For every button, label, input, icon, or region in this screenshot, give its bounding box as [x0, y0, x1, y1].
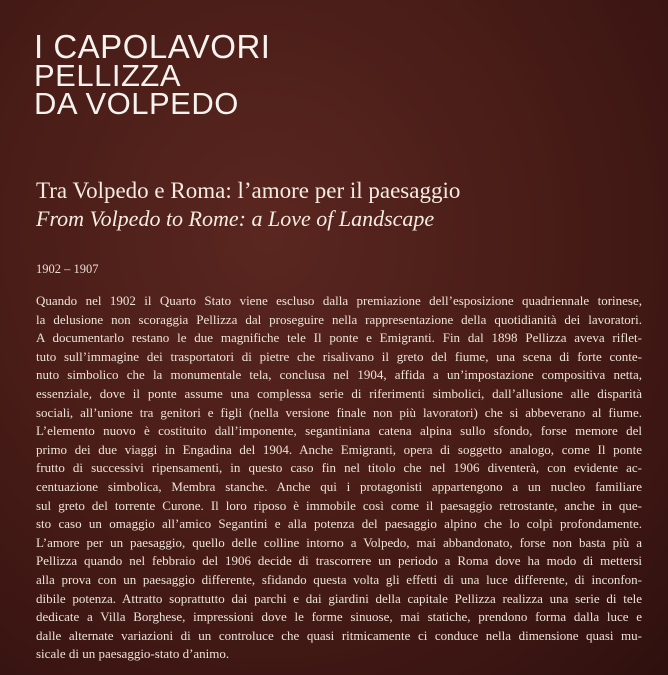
body-line: centuazione simbolica, Membra stanche. Anche qui i protagonisti appartengono a un nucleo familiare [36, 478, 642, 494]
body-line: L’amore per un paesaggio, quello delle colline intorno a Volpedo, mai abbandonato, forse non basta più a [36, 534, 642, 550]
body-line: sul greto del torrente Curone. Il loro riposo è immobile così come il paesaggio retrostante, anche in que- [36, 497, 642, 513]
series-title-line-2: PELLIZZA [34, 58, 181, 93]
body-line: Pellizza quando nel febbraio del 1906 decide di trascorrere un periodo a Roma dove ha modo di mettersi [36, 553, 642, 569]
heading-italian: Tra Volpedo e Roma: l’amore per il paesaggio [36, 178, 461, 203]
heading-english: From Volpedo to Rome: a Love of Landscape [36, 206, 435, 231]
series-title [34, 30, 270, 119]
body-line: la delusione non scoraggia Pellizza dal proseguire nella rappresentazione della quotidianità dei lavoratori. [36, 311, 642, 327]
body-line: primo dei due viaggi in Engadina del 1904. Anche Emigranti, opera di soggetto analogo, come Il ponte [36, 441, 642, 457]
body-line: A documentarlo restano le due magnifiche tele Il ponte e Emigranti. Fin dal 1898 Pellizza aveva riflet- [36, 330, 642, 346]
series-title-line-1: I CAPOLAVORI [34, 28, 271, 65]
body-line: sociali, all’unione tra genitori e figli (nella versione finale non più lavoratori) che si abbeverano al fiume. [36, 404, 642, 420]
body-line: frutto di successivi ripensamenti, in questo caso fin nel titolo che nel 1906 diventerà, con evidente ac- [36, 460, 642, 476]
section-heading [36, 176, 460, 232]
body-line: dedicate a Villa Borghese, impressioni dove le forme sinuose, mai statiche, prendono forma dalla luce e [36, 609, 642, 625]
body-line: nuto simbolico che la monumentale tela, conclusa nel 1904, affida a un’impostazione compositiva netta, [36, 367, 642, 383]
body-text [36, 292, 642, 664]
body-line: sicale di un paesaggio-stato d’animo. [36, 646, 230, 662]
body-line: dalle alternate variazioni di un controluce che quasi ritmicamente ci conduce nella dimensione quasi mu- [36, 627, 642, 643]
body-line: sto caso un omaggio all’amico Segantini e alla potenza del paesaggio alpino che lo colpì profondamente. [36, 516, 642, 532]
series-title-line-3: DA VOLPEDO [34, 86, 239, 121]
date-range: 1902 – 1907 [36, 262, 99, 276]
body-line: essenziale, dove il ponte assume una complessa serie di riferimenti simbolici, dall’allusione alle disparità [36, 385, 642, 401]
body-line: L’elemento nuovo è costituito dall’imponente, segantiniana catena alpina sullo sfondo, forse memore del [36, 423, 642, 439]
body-line: tuto sull’immagine dei trasportatori di pietre che risalivano il greto del fiume, una scena di forte conte- [36, 348, 642, 364]
body-line: Quando nel 1902 il Quarto Stato viene escluso dalla premiazione dell’esposizione quadriennale torinese, [36, 293, 642, 308]
body-line: alla prova con un paesaggio differente, sfidando questa volta gli effetti di una luce differente, di inconfon- [36, 571, 642, 587]
body-line: dibile potenza. Attratto soprattutto dai parchi e dai giardini della capitale Pellizza realizza una serie di tele [36, 590, 642, 606]
